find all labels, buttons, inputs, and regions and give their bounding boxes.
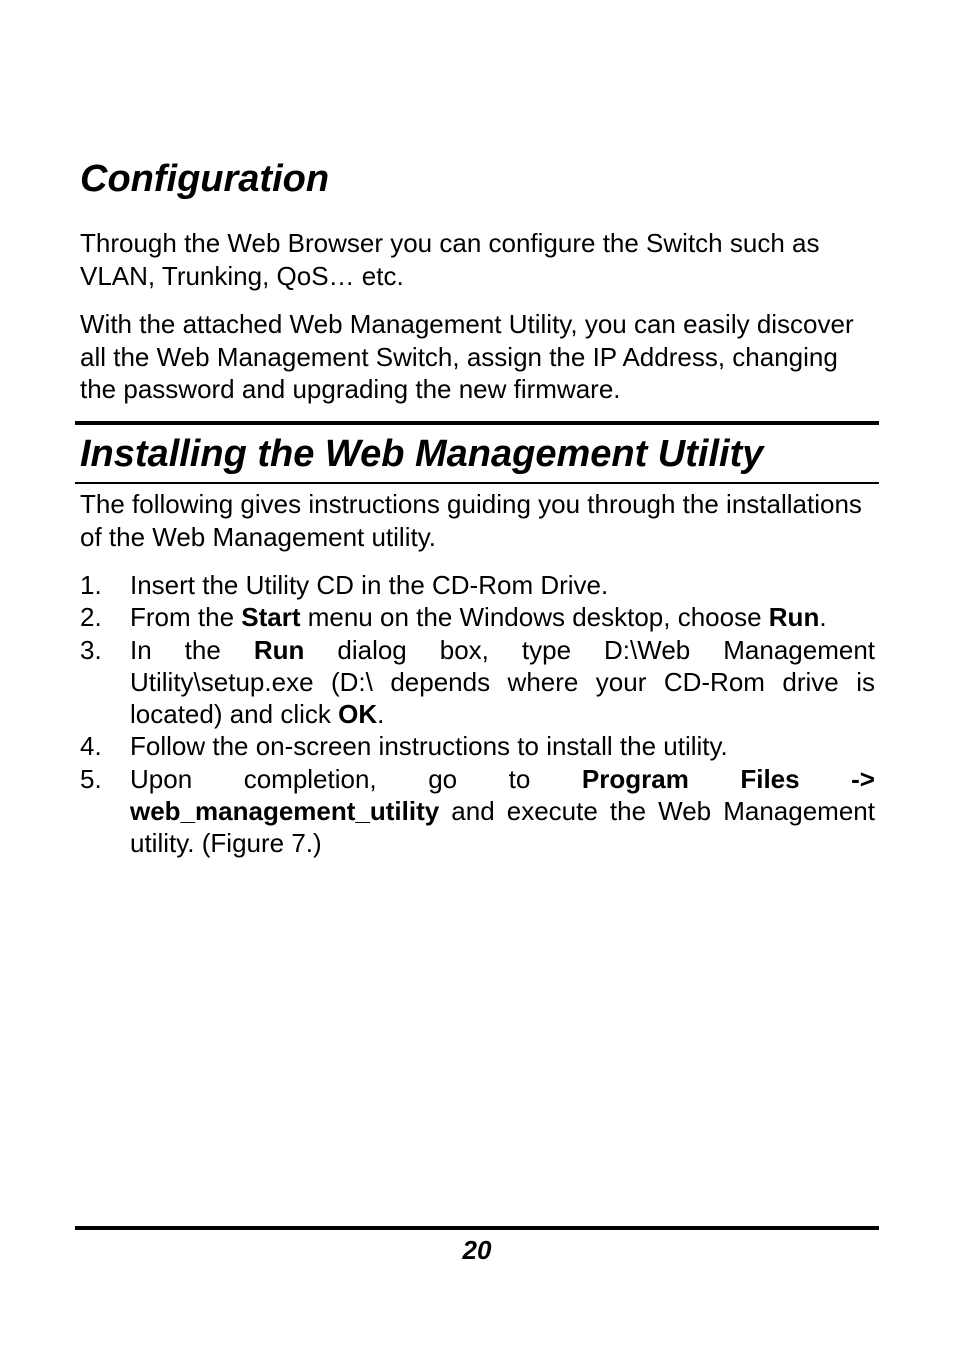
step-bold-start: Start [241,602,301,633]
configuration-paragraph-1: Through the Web Browser you can configure the Switch such as VLAN, Trunking, QoS… etc. [80,228,820,291]
step-text-post: and execute the Web Management utility. (Figure 7.) [130,796,875,859]
step-bold-ok: OK [338,699,378,730]
step-text-pre: From the [130,602,242,633]
step-text: Follow the on-screen instructions to install the utility. [130,731,728,762]
section-divider-bottom [75,482,879,484]
step-text-pre: Upon completion, go to [130,763,582,794]
step-item-4 [80,730,875,762]
step-text: Insert the Utility CD in the CD-Rom Drive. [130,570,609,600]
section-title-installing: Installing the Web Management Utility [80,433,764,475]
step-text-mid: dialog box, type D:\Web Management Utility\setup.exe (D:\ depends where your CD-Rom drive is located) and click [130,634,875,730]
step-text-post: . [377,699,385,730]
page-number: 20 [462,1235,492,1265]
step-text-post: . [819,602,827,633]
installation-steps-list [80,569,875,860]
step-bold-run: Run [253,634,305,665]
step-number: 1. [80,570,102,600]
step-number: 2. [80,602,102,633]
step-item-1 [80,569,875,601]
step-number: 3. [80,634,102,665]
section-divider-top [75,421,879,425]
step-bold-program-files: Program Files -> web_management_utility [130,763,875,827]
step-text-mid: menu on the Windows desktop, choose [300,602,769,633]
installing-intro: The following gives instructions guiding you through the installations of the Web Management utility. [80,489,862,552]
section-title-configuration: Configuration [80,158,330,200]
step-number: 5. [80,763,102,794]
step-bold-run: Run [768,602,820,633]
step-item-5 [80,763,875,860]
footer-divider [75,1226,879,1230]
step-item-2 [80,601,875,633]
step-text-pre: In the [130,634,254,665]
step-item-3 [80,634,875,731]
configuration-paragraph-2: With the attached Web Management Utility, you can easily discover all the Web Management Switch, assign the IP Address, changing the password and upgrading the new firmware. [80,309,854,404]
step-number: 4. [80,731,102,762]
